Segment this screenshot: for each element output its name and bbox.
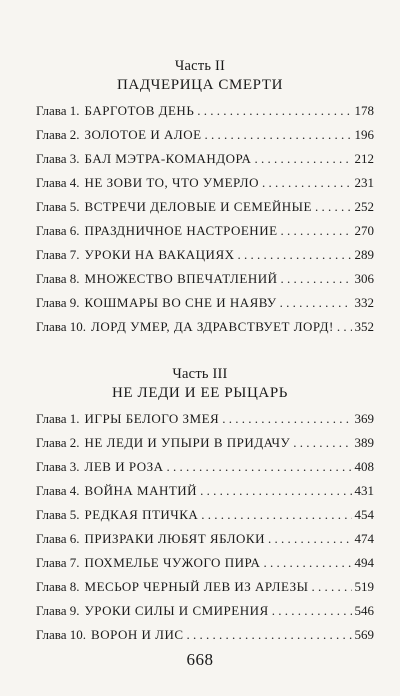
- chapter-title: НЕ ЛЕДИ И УПЫРИ В ПРИДАЧУ: [84, 435, 291, 450]
- page-number: 389: [354, 435, 374, 450]
- dot-leader: [238, 247, 352, 263]
- toc-entry: [36, 151, 374, 167]
- toc-entry: [36, 483, 374, 499]
- page-number: 212: [354, 151, 374, 166]
- toc-entry: [36, 459, 374, 475]
- dot-leader: [263, 555, 351, 571]
- chapter-number: Глава 10.: [36, 319, 87, 334]
- chapter-title: ПРИЗРАКИ ЛЮБЯТ ЯБЛОКИ: [84, 531, 265, 546]
- chapter-number: Глава 9.: [36, 295, 80, 310]
- page-number: 332: [354, 295, 374, 310]
- toc-entry: [36, 295, 374, 311]
- page-number: 369: [354, 411, 374, 426]
- toc-entry: [36, 319, 374, 335]
- dot-leader: [201, 507, 351, 523]
- page-number: 196: [354, 127, 374, 142]
- dot-leader: [293, 435, 351, 451]
- dot-leader: [281, 223, 352, 239]
- chapter-number: Глава 9.: [36, 603, 80, 618]
- folio-page-number: 668: [186, 650, 214, 669]
- toc-entry: [36, 435, 374, 451]
- toc-entry: [36, 127, 374, 143]
- chapter-title: ВСТРЕЧИ ДЕЛОВЫЕ И СЕМЕЙНЫЕ: [84, 199, 312, 214]
- part-3-title: НЕ ЛЕДИ И ЕЕ РЫЦАРЬ: [112, 385, 288, 401]
- toc-entry: [36, 223, 374, 239]
- page-number: 431: [354, 483, 374, 498]
- chapter-title: РЕДКАЯ ПТИЧКА: [84, 507, 199, 522]
- chapter-title: ЗОЛОТОЕ И АЛОЕ: [84, 127, 202, 142]
- chapter-title: БАРГОТОВ ДЕНЬ: [84, 103, 195, 118]
- page-number: 231: [354, 175, 374, 190]
- dot-leader: [167, 459, 352, 475]
- chapter-number: Глава 6.: [36, 531, 80, 546]
- dot-leader: [254, 151, 351, 167]
- chapter-number: Глава 7.: [36, 247, 80, 262]
- chapter-title: УРОКИ СИЛЫ И СМИРЕНИЯ: [84, 603, 269, 618]
- chapter-title: ВОРОН И ЛИС: [91, 627, 184, 642]
- chapter-title: ИГРЫ БЕЛОГО ЗМЕЯ: [84, 411, 220, 426]
- chapter-number: Глава 7.: [36, 555, 80, 570]
- toc-entry: [36, 199, 374, 215]
- chapter-number: Глава 8.: [36, 271, 80, 286]
- chapter-title: БАЛ МЭТРА-КОМАНДОРА: [84, 151, 252, 166]
- dot-leader: [200, 483, 351, 499]
- dot-leader: [268, 531, 352, 547]
- chapter-number: Глава 3.: [36, 151, 80, 166]
- chapter-number: Глава 10.: [36, 627, 87, 642]
- toc-entry: [36, 411, 374, 427]
- toc-entry: [36, 555, 374, 571]
- page-number: 454: [354, 507, 374, 522]
- toc-entry: [36, 507, 374, 523]
- chapter-title: ЛЕВ И РОЗА: [84, 459, 164, 474]
- chapter-title: МЕСЬОР ЧЕРНЫЙ ЛЕВ ИЗ АРЛЕЗЫ: [84, 579, 309, 594]
- page-number: 252: [354, 199, 374, 214]
- chapter-number: Глава 2.: [36, 127, 80, 142]
- chapter-number: Глава 4.: [36, 483, 80, 498]
- part-3-label: Часть III: [172, 366, 228, 382]
- dot-leader: [315, 199, 352, 215]
- chapter-number: Глава 6.: [36, 223, 80, 238]
- toc-entry: [36, 603, 374, 619]
- dot-leader: [187, 627, 352, 643]
- page-number: 546: [354, 603, 374, 618]
- dot-leader: [280, 295, 352, 311]
- page-number: 494: [354, 555, 374, 570]
- toc-entry: [36, 531, 374, 547]
- part-2-label: Часть II: [174, 58, 226, 74]
- toc-entry: [36, 271, 374, 287]
- toc-entry: [36, 103, 374, 119]
- chapter-title: ПРАЗДНИЧНОЕ НАСТРОЕНИЕ: [84, 223, 278, 238]
- page-number: 306: [354, 271, 374, 286]
- dot-leader: [262, 175, 351, 191]
- chapter-title: ЛОРД УМЕР, ДА ЗДРАВСТВУЕТ ЛОРД!: [91, 319, 334, 334]
- chapter-number: Глава 2.: [36, 435, 80, 450]
- page-number: 569: [354, 627, 374, 642]
- page-number: 408: [354, 459, 374, 474]
- chapter-number: Глава 5.: [36, 199, 80, 214]
- toc-entry: [36, 579, 374, 595]
- page-number: 519: [354, 579, 374, 594]
- toc-entry: [36, 247, 374, 263]
- dot-leader: [197, 103, 351, 119]
- chapter-title: УРОКИ НА ВАКАЦИЯХ: [84, 247, 235, 262]
- dot-leader: [280, 271, 351, 287]
- chapter-number: Глава 1.: [36, 411, 80, 426]
- chapter-number: Глава 5.: [36, 507, 80, 522]
- chapter-number: Глава 1.: [36, 103, 80, 118]
- page-number: 178: [354, 103, 374, 118]
- dot-leader: [311, 579, 351, 595]
- page-number: 289: [354, 247, 374, 262]
- chapter-number: Глава 4.: [36, 175, 80, 190]
- chapter-number: Глава 3.: [36, 459, 80, 474]
- chapter-number: Глава 8.: [36, 579, 80, 594]
- chapter-title: КОШМАРЫ ВО СНЕ И НАЯВУ: [84, 295, 277, 310]
- toc-entry: [36, 175, 374, 191]
- dot-leader: [205, 127, 352, 143]
- chapter-title: МНОЖЕСТВО ВПЕЧАТЛЕНИЙ: [84, 271, 278, 286]
- dot-leader: [272, 603, 352, 619]
- page-number: 270: [354, 223, 374, 238]
- chapter-title: ВОЙНА МАНТИЙ: [84, 483, 198, 498]
- toc-entry: [36, 627, 374, 643]
- page-number: 474: [354, 531, 374, 546]
- part-2-title: ПАДЧЕРИЦА СМЕРТИ: [116, 77, 284, 93]
- chapter-title: ПОХМЕЛЬЕ ЧУЖОГО ПИРА: [84, 555, 261, 570]
- chapter-title: НЕ ЗОВИ ТО, ЧТО УМЕРЛО: [84, 175, 260, 190]
- dot-leader: [337, 319, 352, 335]
- dot-leader: [222, 411, 351, 427]
- page-number: 352: [354, 319, 374, 334]
